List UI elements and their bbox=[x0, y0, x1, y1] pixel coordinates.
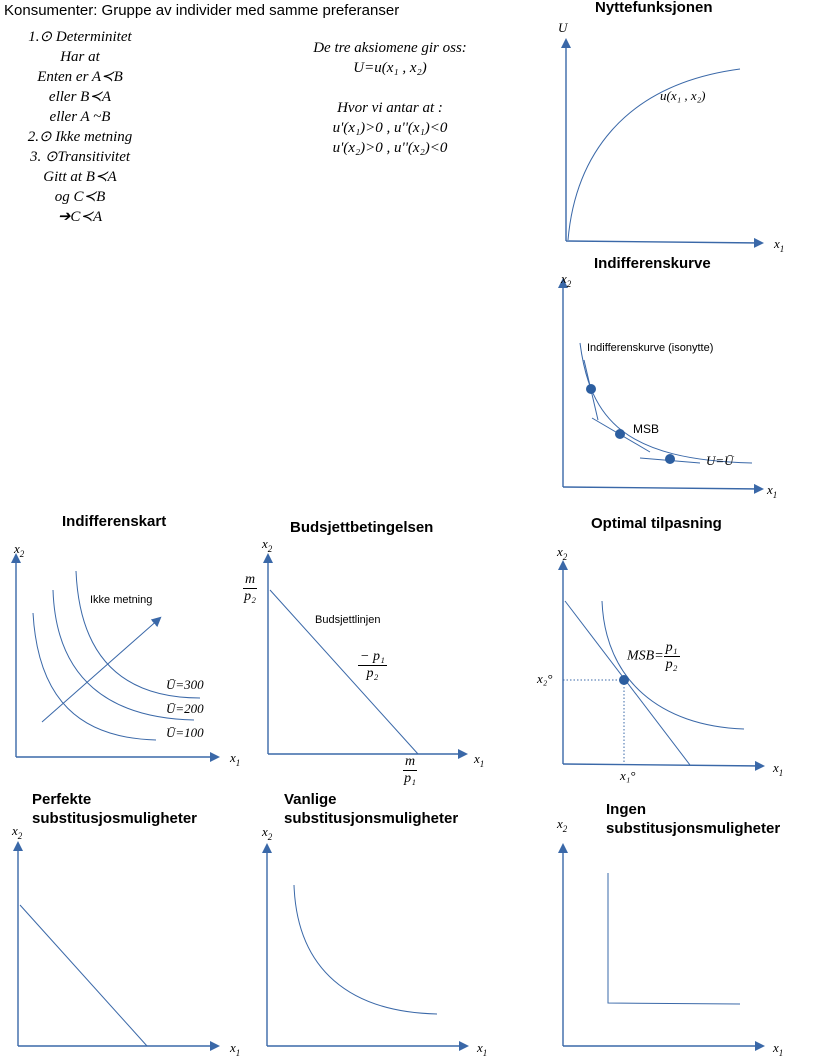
note-line: u'(x₂)>0 , u''(x₂)<0 bbox=[332, 140, 448, 156]
title-budsjettbetingelsen: Budsjettbetingelsen bbox=[290, 519, 434, 536]
label-part: x bbox=[230, 750, 236, 765]
tangent-line bbox=[584, 360, 598, 420]
utility-curve-label: u(x₁ , x₂) bbox=[660, 88, 706, 103]
indifference-curve bbox=[53, 590, 194, 720]
axiom-line: Enten er A≺B bbox=[37, 69, 123, 85]
title-line: Perfekte bbox=[32, 791, 92, 808]
frac-den: p₁ bbox=[404, 771, 416, 786]
panel-indifferenskart bbox=[13, 541, 240, 768]
x1-optimum-label: x₁° bbox=[620, 768, 636, 783]
label-part: x bbox=[230, 1040, 236, 1055]
label-part: x bbox=[262, 536, 268, 551]
axiom-line: eller B≺A bbox=[48, 89, 112, 105]
x-axis-label bbox=[772, 760, 783, 778]
budget-line bbox=[565, 601, 690, 765]
label-part: 1 bbox=[479, 759, 485, 769]
y-axis-label bbox=[560, 271, 572, 289]
title-indifferenskurve: Indifferenskurve bbox=[594, 255, 711, 272]
title-line: substitusjosmuligheter bbox=[32, 810, 198, 827]
label-part: x bbox=[557, 544, 563, 559]
optimum-point bbox=[619, 675, 629, 685]
label-part: x bbox=[767, 482, 773, 497]
label-part: x bbox=[14, 541, 20, 556]
indifference-curve bbox=[33, 613, 156, 740]
note-line: u'(x₁)>0 , u''(x₁)<0 bbox=[332, 120, 448, 136]
x-axis-label bbox=[229, 1040, 240, 1056]
title-indifferenskart: Indifferenskart bbox=[62, 513, 167, 530]
title-line: Vanlige bbox=[284, 791, 337, 808]
axiom-line: 2.⊙ Ikke metning bbox=[27, 129, 133, 145]
label-part: x bbox=[12, 823, 18, 838]
curve-point bbox=[586, 384, 596, 394]
y-axis-label: U bbox=[558, 20, 568, 35]
axioms-list bbox=[6, 27, 154, 227]
title-line: substitusjonsmuligheter bbox=[284, 810, 459, 827]
label-part: x bbox=[773, 1040, 779, 1055]
label-part: 2 bbox=[566, 279, 572, 289]
label-part: x bbox=[262, 824, 268, 839]
page-header: Konsumenter: Gruppe av individer med samme preferanser bbox=[4, 2, 400, 19]
frac-num: − p₁ bbox=[360, 649, 385, 664]
x-axis-label bbox=[473, 751, 484, 769]
label-part: 1 bbox=[772, 490, 778, 500]
curve-point bbox=[665, 454, 675, 464]
tangent-line bbox=[640, 458, 700, 463]
title-ingen bbox=[606, 800, 780, 838]
title-vanlige bbox=[284, 790, 458, 828]
title-optimal-tilpasning: Optimal tilpasning bbox=[591, 515, 722, 532]
x2-optimum-label: x₂° bbox=[537, 671, 553, 686]
label-part: 1 bbox=[482, 1048, 488, 1056]
budget-line-label: Budsjettlinjen bbox=[315, 614, 381, 626]
level-label: Ū=300 bbox=[166, 677, 204, 692]
title-nyttefunksjonen: Nyttefunksjonen bbox=[595, 0, 713, 16]
panel-nyttefunksjonen bbox=[558, 20, 784, 254]
l-shaped-indifference-curve bbox=[608, 873, 740, 1004]
label-part: x bbox=[774, 236, 780, 251]
axiom-line: 1.⊙ Determinitet bbox=[28, 29, 132, 45]
y-axis-label bbox=[11, 823, 23, 841]
frac-den: p₂ bbox=[366, 666, 379, 681]
x-axis-label bbox=[229, 750, 240, 768]
frac-num: p₁ bbox=[665, 640, 678, 655]
axiom-line: eller A ~B bbox=[49, 109, 111, 125]
x-axis-label bbox=[766, 482, 777, 500]
panel-ingen bbox=[556, 816, 783, 1056]
label-part: 1 bbox=[779, 244, 785, 254]
label-part: 2 bbox=[562, 824, 568, 834]
y-axis-label bbox=[261, 824, 273, 842]
x-axis bbox=[563, 764, 763, 766]
axiom-line: Har at bbox=[60, 49, 100, 65]
x-axis-label bbox=[476, 1040, 487, 1056]
msb-prefix: MSB= bbox=[627, 648, 664, 664]
axiom-line: og C≺B bbox=[54, 189, 106, 205]
budget-y-intercept-label bbox=[243, 572, 257, 605]
label-part: 2 bbox=[562, 552, 568, 562]
label-part: 2 bbox=[267, 832, 273, 842]
axiom-line: Gitt at B≺A bbox=[43, 169, 117, 185]
label-part: x bbox=[773, 760, 779, 775]
x-axis-label bbox=[773, 236, 784, 254]
frac-num: m bbox=[245, 572, 256, 587]
note-line: Hvor vi antar at : bbox=[337, 100, 443, 116]
y-axis-label bbox=[261, 536, 273, 554]
label-part: 1 bbox=[778, 1048, 784, 1056]
title-line: Ingen bbox=[606, 801, 646, 818]
note-line bbox=[290, 78, 490, 98]
tangent-line bbox=[592, 418, 650, 452]
y-axis-label bbox=[13, 541, 25, 559]
label-part: 1 bbox=[235, 758, 241, 768]
x-axis-label bbox=[772, 1040, 783, 1056]
title-line: substitusjonsmuligheter bbox=[606, 820, 781, 837]
utility-curve bbox=[568, 69, 740, 240]
note-line: U=u(x₁ , x₂) bbox=[353, 60, 427, 76]
linear-indifference-curve bbox=[20, 905, 147, 1046]
indifference-curve bbox=[76, 571, 200, 698]
budget-slope-label bbox=[358, 649, 387, 682]
label-part: x bbox=[474, 751, 480, 766]
x-axis bbox=[563, 487, 762, 489]
label-part: x bbox=[557, 816, 563, 831]
level-label: Ū=200 bbox=[166, 701, 204, 716]
y-axis-label bbox=[556, 544, 568, 562]
axiom-line: 3. ⊙Transitivitet bbox=[29, 149, 131, 165]
frac-den: p₂ bbox=[244, 589, 256, 604]
msb-label: MSB bbox=[633, 422, 660, 436]
axiom-line: ➔C≺A bbox=[57, 209, 103, 225]
center-notes bbox=[290, 38, 490, 158]
label-part: 2 bbox=[267, 544, 273, 554]
frac-num: m bbox=[405, 754, 416, 769]
y-axis-label bbox=[556, 816, 568, 834]
optimal-msb-label bbox=[627, 640, 680, 673]
label-part: x bbox=[561, 271, 567, 286]
arrow-label: Ikke metning bbox=[90, 594, 153, 606]
frac-den: p₂ bbox=[665, 657, 678, 672]
indifference-curve bbox=[580, 343, 752, 463]
label-part: 1 bbox=[778, 768, 784, 778]
label-part: x bbox=[477, 1040, 483, 1055]
curve-name-label: Indifferenskurve (isonytte) bbox=[587, 342, 714, 354]
non-satiation-arrow bbox=[42, 618, 160, 722]
panel-perfekte bbox=[11, 823, 240, 1056]
x-axis bbox=[566, 241, 762, 243]
level-label: Ū=100 bbox=[166, 725, 204, 740]
label-part: 2 bbox=[19, 549, 25, 559]
budget-x-intercept-label bbox=[403, 754, 417, 787]
title-perfekte bbox=[32, 790, 197, 828]
curve-point bbox=[615, 429, 625, 439]
utility-level-label: U=Ū bbox=[706, 453, 734, 468]
budget-line bbox=[270, 590, 418, 754]
note-line: De tre aksiomene gir oss: bbox=[313, 40, 467, 56]
panel-vanlige bbox=[261, 824, 487, 1056]
convex-indifference-curve bbox=[294, 885, 437, 1014]
panel-indifferenskurve bbox=[560, 271, 777, 500]
label-part: 1 bbox=[235, 1048, 241, 1056]
label-part: 2 bbox=[17, 831, 23, 841]
